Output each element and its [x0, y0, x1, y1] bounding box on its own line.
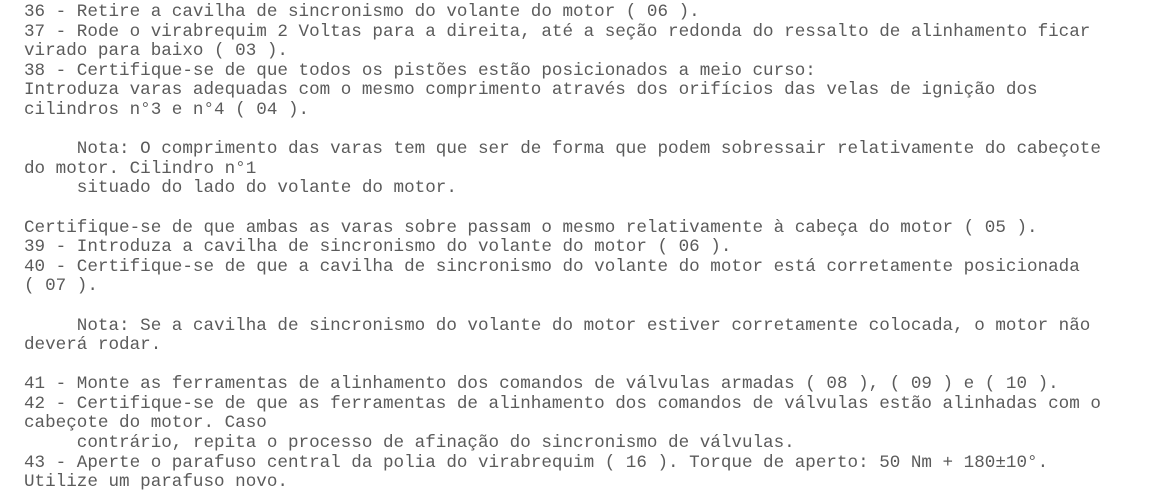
blank-line [24, 297, 1158, 317]
text-line: Introduza varas adequadas com o mesmo comprimento através dos orifícios das velas de ignição dos [24, 80, 1038, 101]
text-line: virado para baixo ( 03 ). [24, 41, 288, 62]
text-line: 38 - Certifique-se de que todos os pistões estão posicionados a meio curso: [24, 60, 816, 81]
text-line: 39 - Introduza a cavilha de sincronismo do volante do motor ( 06 ). [24, 237, 732, 258]
blank-line [24, 356, 1158, 376]
text-line: contrário, repita o processo de afinação do sincronismo de válvulas. [24, 433, 795, 454]
text-line: 42 - Certifique-se de que as ferramentas de alinhamento dos comandos de válvulas estão alinhadas com o [24, 393, 1101, 414]
text-line: Certifique-se de que ambas as varas sobre passam o mesmo relativamente à cabeça do motor ( 05 ). [24, 217, 1038, 238]
text-line: cabeçote do motor. Caso [24, 413, 267, 434]
note-line: Nota: Se a cavilha de sincronismo do volante do motor estiver corretamente colocada, o motor não [24, 315, 1091, 336]
note-line: deverá rodar. [24, 335, 162, 356]
text-line: 40 - Certifique-se de que a cavilha de sincronismo do volante do motor está corretamente posicionada [24, 256, 1080, 277]
note-line: do motor. Cilindro n°1 [24, 158, 257, 179]
text-line: 41 - Monte as ferramentas de alinhamento dos comandos de válvulas armadas ( 08 ), ( 09 ) e ( 10 ). [24, 374, 1059, 395]
note-line: Nota: O comprimento das varas tem que ser de forma que podem sobressair relativamente do cabeçote [24, 139, 1101, 160]
text-line: 37 - Rode o virabrequim 2 Voltas para a direita, até a seção redonda do ressalto de alinhamento ficar [24, 21, 1091, 42]
blank-line [24, 121, 1158, 141]
text-line: ( 07 ). [24, 276, 98, 297]
text-line: cilindros n°3 e n°4 ( 04 ). [24, 99, 310, 120]
blank-line [24, 199, 1158, 219]
text-line: Utilize um parafuso novo. [24, 472, 288, 490]
text-line: 43 - Aperte o parafuso central da polia do virabrequim ( 16 ). Torque de aperto: 50 Nm + 180±10°. [24, 452, 1049, 473]
note-line: situado do lado do volante do motor. [24, 178, 457, 199]
text-line: 36 - Retire a cavilha de sincronismo do volante do motor ( 06 ). [24, 2, 700, 22]
